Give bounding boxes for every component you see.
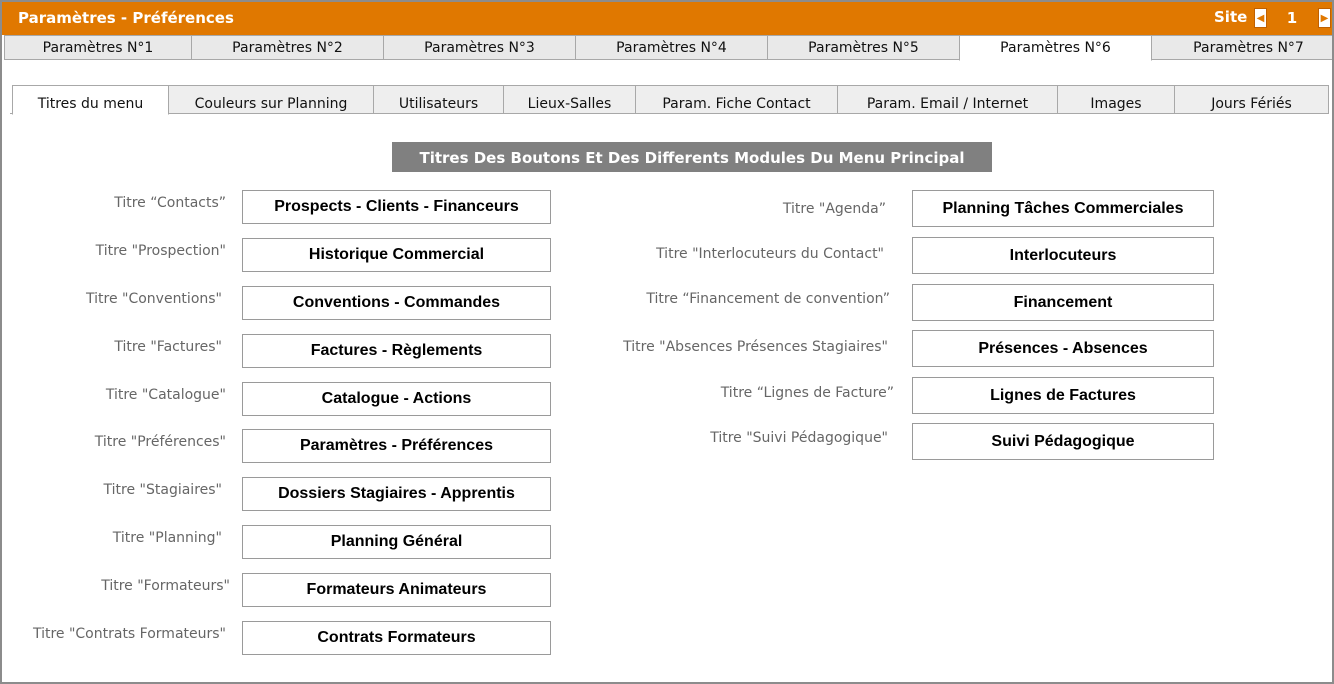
label-lignes-facture: Titre “Lignes de Facture” bbox=[720, 385, 894, 401]
label-contacts: Titre “Contacts” bbox=[114, 195, 226, 211]
field-prospection[interactable]: Historique Commercial bbox=[242, 238, 551, 272]
subtab-couleurs-planning[interactable]: Couleurs sur Planning bbox=[168, 85, 374, 114]
subtab-images[interactable]: Images bbox=[1057, 85, 1175, 114]
label-prospection: Titre "Prospection" bbox=[95, 243, 226, 259]
triangle-right-icon: ▶ bbox=[1320, 13, 1329, 24]
field-financement[interactable]: Financement bbox=[912, 284, 1214, 321]
label-planning: Titre "Planning" bbox=[112, 530, 222, 546]
field-interlocuteurs[interactable]: Interlocuteurs bbox=[912, 237, 1214, 274]
window-title: Paramètres - Préférences bbox=[18, 9, 234, 27]
label-suivi-pedagogique: Titre "Suivi Pédagogique" bbox=[710, 430, 888, 446]
field-agenda[interactable]: Planning Tâches Commerciales bbox=[912, 190, 1214, 227]
subtab-jours-feries[interactable]: Jours Fériés bbox=[1174, 85, 1329, 114]
site-next-button[interactable] bbox=[1318, 8, 1331, 28]
field-suivi-pedagogique[interactable]: Suivi Pédagogique bbox=[912, 423, 1214, 460]
field-conventions[interactable]: Conventions - Commandes bbox=[242, 286, 551, 320]
tab-parametres-6[interactable]: Paramètres N°6 bbox=[959, 35, 1152, 61]
tab-parametres-4[interactable]: Paramètres N°4 bbox=[575, 35, 768, 60]
label-agenda: Titre "Agenda” bbox=[782, 201, 886, 217]
subtab-fiche-contact[interactable]: Param. Fiche Contact bbox=[635, 85, 838, 114]
triangle-left-icon: ◀ bbox=[1256, 13, 1265, 24]
field-contrats-formateurs[interactable]: Contrats Formateurs bbox=[242, 621, 551, 655]
subtab-titres-du-menu[interactable]: Titres du menu bbox=[12, 85, 169, 115]
site-label: Site bbox=[1214, 8, 1248, 26]
label-contrats-formateurs: Titre "Contrats Formateurs" bbox=[32, 626, 226, 642]
label-conventions: Titre "Conventions" bbox=[86, 291, 222, 307]
label-factures: Titre "Factures" bbox=[114, 339, 222, 355]
label-formateurs: Titre "Formateurs" bbox=[101, 578, 230, 594]
field-catalogue[interactable]: Catalogue - Actions bbox=[242, 382, 551, 416]
tab-parametres-5[interactable]: Paramètres N°5 bbox=[767, 35, 960, 60]
field-contacts[interactable]: Prospects - Clients - Financeurs bbox=[242, 190, 551, 224]
tab-parametres-7[interactable]: Paramètres N°7 bbox=[1151, 35, 1334, 60]
label-preferences: Titre "Préférences" bbox=[94, 434, 226, 450]
field-lignes-factures[interactable]: Lignes de Factures bbox=[912, 377, 1214, 414]
field-stagiaires[interactable]: Dossiers Stagiaires - Apprentis bbox=[242, 477, 551, 511]
site-number: 1 bbox=[1286, 9, 1298, 27]
label-financement: Titre “Financement de convention” bbox=[646, 291, 890, 307]
field-presences-absences[interactable]: Présences - Absences bbox=[912, 330, 1214, 367]
field-planning[interactable]: Planning Général bbox=[242, 525, 551, 559]
field-preferences[interactable]: Paramètres - Préférences bbox=[242, 429, 551, 463]
site-prev-button[interactable] bbox=[1254, 8, 1267, 28]
tab-parametres-3[interactable]: Paramètres N°3 bbox=[383, 35, 576, 60]
title-bar bbox=[2, 2, 1332, 35]
subtab-email-internet[interactable]: Param. Email / Internet bbox=[837, 85, 1058, 114]
label-interlocuteurs: Titre "Interlocuteurs du Contact" bbox=[656, 246, 884, 262]
label-catalogue: Titre "Catalogue" bbox=[105, 387, 226, 403]
tab-parametres-1[interactable]: Paramètres N°1 bbox=[4, 35, 192, 60]
subtab-utilisateurs[interactable]: Utilisateurs bbox=[373, 85, 504, 114]
field-formateurs[interactable]: Formateurs Animateurs bbox=[242, 573, 551, 607]
field-factures[interactable]: Factures - Règlements bbox=[242, 334, 551, 368]
tab-parametres-2[interactable]: Paramètres N°2 bbox=[191, 35, 384, 60]
subtab-lieux-salles[interactable]: Lieux-Salles bbox=[503, 85, 636, 114]
label-absences-presences: Titre "Absences Présences Stagiaires" bbox=[623, 339, 888, 355]
label-stagiaires: Titre "Stagiaires" bbox=[103, 482, 222, 498]
section-header: Titres Des Boutons Et Des Differents Modules Du Menu Principal bbox=[392, 142, 992, 172]
